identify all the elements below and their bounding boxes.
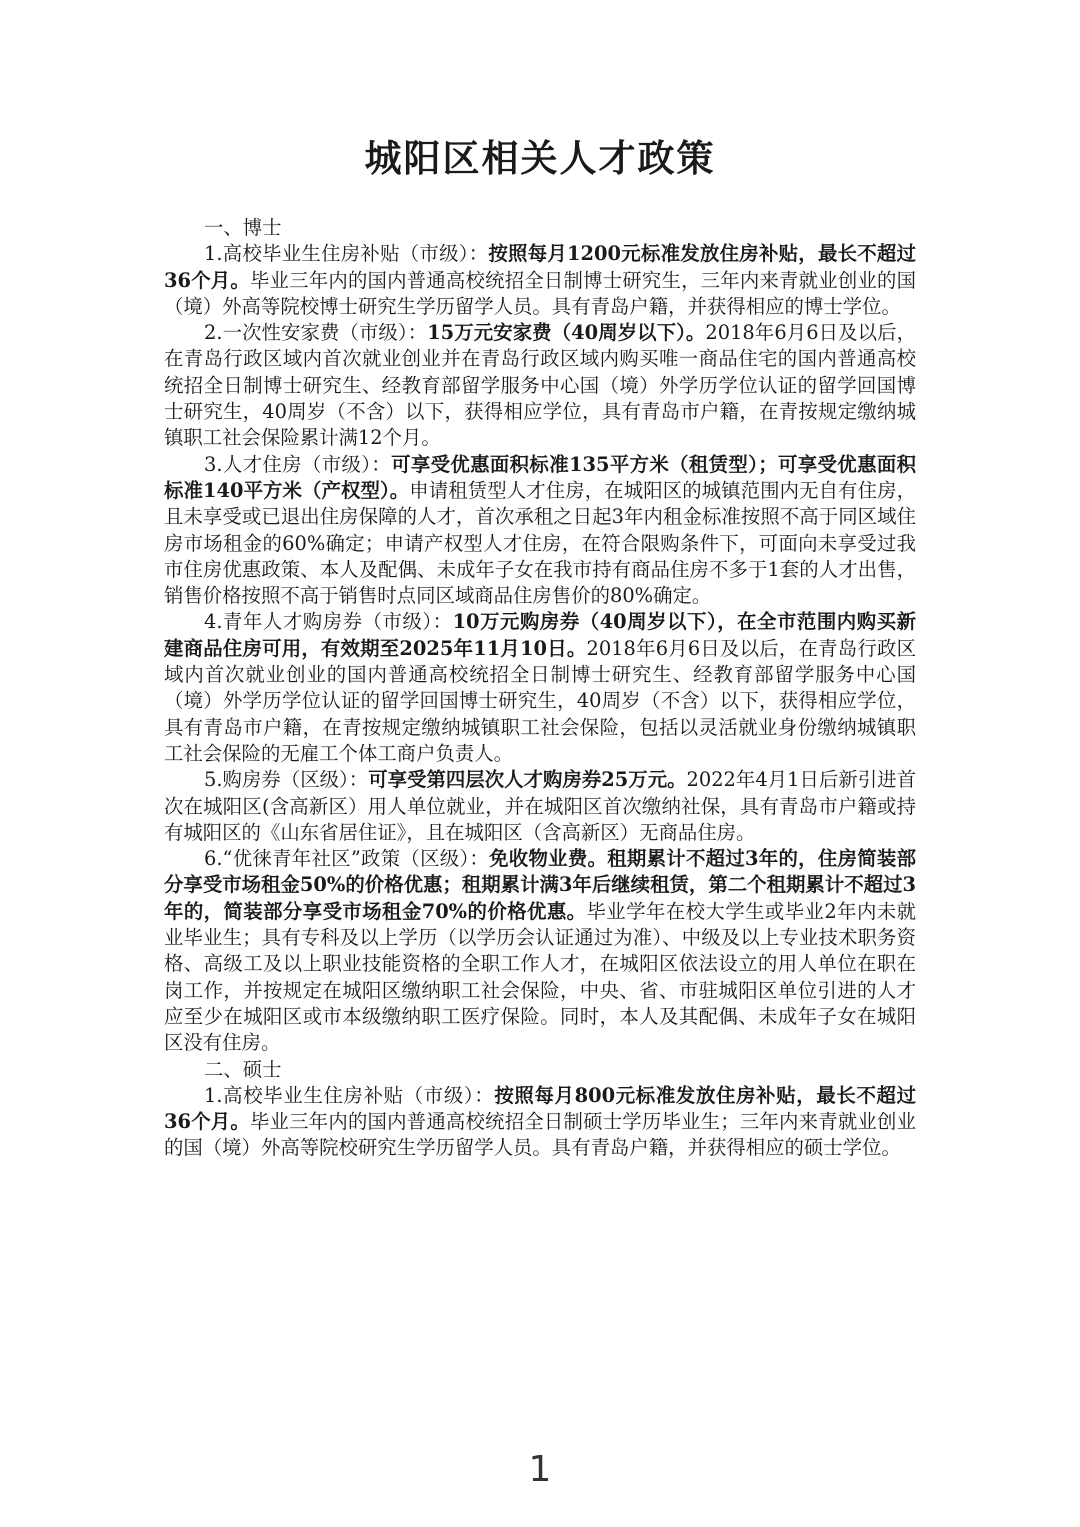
policy-benefit: 按照每月800元标准发放住房补贴，最长不超过36个月。 (164, 1083, 916, 1134)
policy-item (164, 609, 916, 767)
policy-condition: 毕业学年在校大学生或毕业2年内未就业毕业生；具有专科及以上学历（以学历会认证通过为准）、中级及以上专业技术职务资格、高级工及以上职业技能资格的全职工作人才，在城阳区依法设立的用人单位在职在岗工作，并按规定在城阳区缴纳职工社会保险，中央、省、市驻城阳区单位引进的人才应至少在城阳区或市本级缴纳职工医疗保险。同时，本人及其配偶、未成年子女在城阳区没有住房。 (164, 899, 916, 1055)
page-number: 1 (528, 1449, 552, 1490)
policy-label: 1.高校毕业生住房补贴（市级）： (204, 1083, 495, 1107)
policy-label: 3.人才住房（市级）： (204, 452, 392, 476)
policy-benefit: 10万元购房券（40周岁以下），在全市范围内购买新建商品住房可用，有效期至2025年11月10日。 (164, 610, 916, 660)
policy-label: 1.高校毕业生住房补贴（市级）： (204, 242, 489, 266)
policy-condition: 毕业三年内的国内普通高校统招全日制博士研究生，三年内来青就业创业的国（境）外高等院校博士研究生学历留学人员。具有青岛户籍，并获得相应的博士学位。 (164, 268, 917, 318)
policy-label: 6.“优徕青年社区”政策（区级）： (204, 847, 490, 871)
policy-label: 5.购房券（区级）： (204, 768, 369, 792)
policy-item (164, 241, 916, 320)
policy-label: 4.青年人才购房券（市级）： (204, 610, 453, 634)
section-heading-doctor: 一、博士 (204, 216, 282, 239)
policy-item (164, 1083, 916, 1162)
policy-item (164, 452, 916, 610)
policy-benefit: 15万元安家费（40周岁以下）。 (427, 321, 706, 345)
policy-benefit: 免收物业费。租期累计不超过3年的，住房简装部分享受市场租金50%的价格优惠；租期累计满3年后继续租赁，第二个租期累计不超过3年的，简装部分享受市场租金70%的价格优惠。 (164, 847, 916, 923)
policy-condition: 2018年6月6日及以后，在青岛行政区域内首次就业创业并在青岛行政区域内购买唯一商品住宅的国内普通高校统招全日制博士研究生、经教育部留学服务中心国（境）外学历学位认证的留学回国博士研究生，40周岁（不含）以下，获得相应学位，具有青岛市户籍，在青按规定缴纳城镇职工社会保险累计满12个月。 (164, 321, 916, 450)
document-body (164, 215, 916, 1162)
policy-benefit: 按照每月1200元标准发放住房补贴，最长不超过36个月。 (164, 242, 916, 292)
policy-item (164, 320, 916, 451)
policy-condition: 2018年6月6日及以后，在青岛行政区域内首次就业创业的国内普通高校统招全日制博士研究生、经教育部留学服务中心国（境）外学历学位认证的留学回国博士研究生，40周岁（不含）以下，获得相应学位，具有青岛市户籍，在青按规定缴纳城镇职工社会保险，包括以灵活就业身份缴纳城镇职工社会保险的无雇工个体工商户负责人。 (164, 636, 916, 765)
policy-label: 2.一次性安家费（市级）： (204, 321, 428, 345)
page-title: 城阳区相关人才政策 (364, 137, 716, 180)
policy-item (164, 846, 916, 1056)
policy-condition: 毕业三年内的国内普通高校统招全日制硕士学历毕业生；三年内来青就业创业的国（境）外高等院校研究生学历留学人员。具有青岛户籍，并获得相应的硕士学位。 (164, 1110, 917, 1160)
section-heading-master: 二、硕士 (204, 1057, 282, 1081)
policy-condition: 2022年4月1日后新引进首次在城阳区(含高新区）用人单位就业，并在城阳区首次缴纳社保，具有青岛市户籍或持有城阳区的《山东省居住证》，且在城阳区（含高新区）无商品住房。 (164, 768, 916, 844)
policy-benefit: 可享受优惠面积标准135平方米（租赁型）；可享受优惠面积标准140平方米（产权型）。 (164, 452, 916, 502)
policy-item (164, 767, 916, 846)
policy-benefit: 可享受第四层次人才购房券25万元。 (368, 768, 687, 792)
policy-condition: 申请租赁型人才住房，在城阳区的城镇范围内无自有住房，且未享受或已退出住房保障的人才，首次承租之日起3年内租金标准按照不高于同区域住房市场租金的60%确定；申请产权型人才住房，在符合限购条件下，可面向未享受过我市住房优惠政策、本人及配偶、未成年子女在我市持有商品住房不多于1套的人才出售，销售价格按照不高于销售时点同区域商品住房售价的80%确定。 (164, 478, 916, 608)
